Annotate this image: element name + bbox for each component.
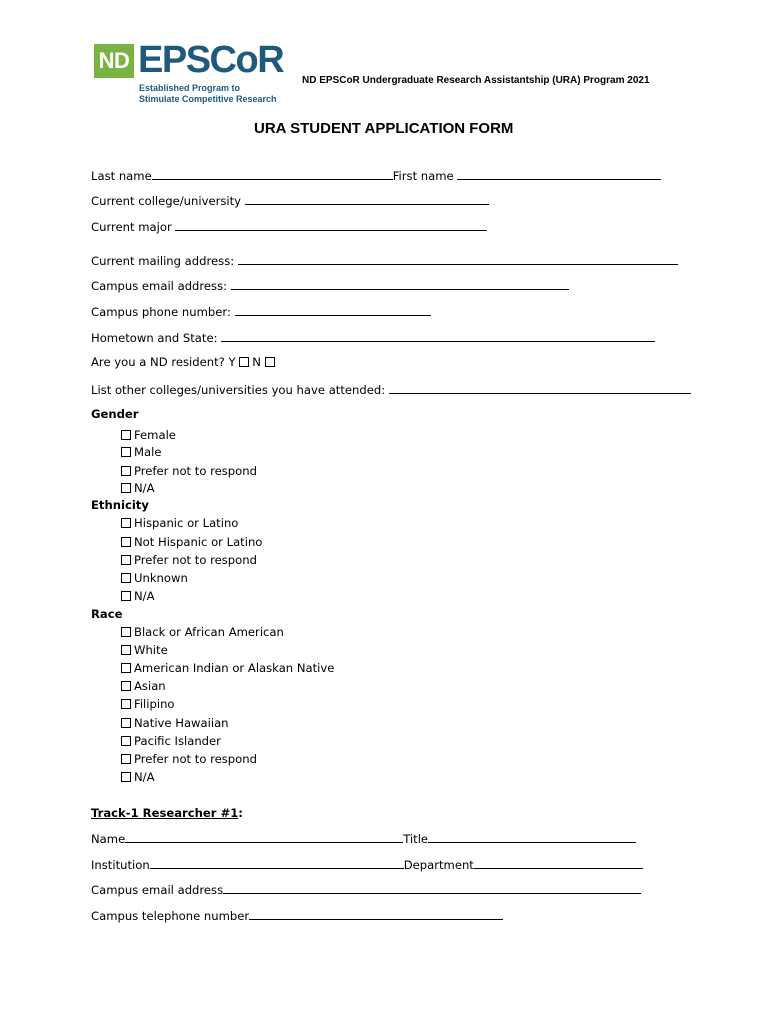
checkbox[interactable] [121,645,131,655]
checkbox[interactable] [121,537,131,547]
checkbox[interactable] [121,447,131,457]
race-option[interactable]: American Indian or Alaskan Native [121,661,334,676]
other-colleges-input[interactable] [389,381,691,394]
race-heading: Race [91,607,123,621]
checkbox[interactable] [121,772,131,782]
email-row [91,277,569,294]
first-name-input[interactable] [457,167,661,180]
checkbox[interactable] [121,555,131,565]
mailing-input[interactable] [238,252,678,265]
mailing-label: Current mailing address: [91,254,235,268]
first-name-label: First name [392,169,454,183]
race-option[interactable]: Filipino [121,697,175,712]
checkbox[interactable] [121,430,131,440]
logo-tagline-1: Established Program to [139,83,241,93]
race-option[interactable]: White [121,643,168,658]
researcher-heading-row [91,802,243,821]
ethnicity-option[interactable]: Not Hispanic or Latino [121,535,262,550]
other-colleges-label: List other colleges/universities you have attended: [91,383,386,397]
researcher-name-input[interactable] [125,830,403,843]
checkbox[interactable] [121,518,131,528]
hometown-row [91,329,655,346]
researcher-title-input[interactable] [428,830,636,843]
researcher-email-row [91,881,641,898]
major-row [91,218,487,235]
name-row [91,167,661,184]
ethnicity-option[interactable]: Hispanic or Latino [121,516,238,531]
checkbox[interactable] [121,681,131,691]
researcher-email-label: Campus email address [91,883,224,897]
ethnicity-option[interactable]: Unknown [121,571,188,586]
major-input[interactable] [175,218,487,231]
resident-row [91,355,278,370]
resident-y-label: Y [228,355,236,369]
last-name-input[interactable] [152,167,393,180]
researcher-name-row [91,830,636,847]
logo-tagline-2: Stimulate Competitive Research [139,94,277,104]
resident-label: Are you a ND resident? [91,355,225,369]
researcher-phone-label: Campus telephone number [91,909,250,923]
resident-n-label: N [252,355,261,369]
researcher-institution-label: Institution [91,858,150,872]
researcher-department-input[interactable] [474,856,643,869]
gender-option[interactable]: Male [121,445,161,460]
race-option[interactable]: Prefer not to respond [121,752,257,767]
race-option[interactable]: Asian [121,679,166,694]
checkbox[interactable] [121,591,131,601]
checkbox[interactable] [121,573,131,583]
phone-label: Campus phone number: [91,305,231,319]
logo-name: EPSCoR [138,39,284,81]
researcher-institution-input[interactable] [150,856,404,869]
hometown-label: Hometown and State: [91,331,218,345]
last-name-label: Last name [91,169,152,183]
race-option[interactable]: Black or African American [121,625,284,640]
ethnicity-option[interactable]: Prefer not to respond [121,553,257,568]
major-label: Current major [91,220,172,234]
college-input[interactable] [245,192,489,205]
researcher-phone-input[interactable] [249,907,503,920]
race-option[interactable]: Native Hawaiian [121,716,229,731]
resident-n-checkbox[interactable] [265,357,275,367]
researcher-title-label: Title [403,832,429,846]
checkbox[interactable] [121,718,131,728]
phone-row [91,303,431,320]
checkbox[interactable] [121,483,131,493]
researcher-heading-colon: : [238,806,243,820]
checkbox[interactable] [121,466,131,476]
race-option[interactable]: N/A [121,770,155,785]
gender-heading: Gender [91,407,139,421]
gender-option[interactable]: Female [121,428,176,443]
resident-y-checkbox[interactable] [239,357,249,367]
logo-badge-text: ND [98,48,130,73]
email-input[interactable] [231,277,569,290]
checkbox[interactable] [121,627,131,637]
checkbox[interactable] [121,699,131,709]
checkbox[interactable] [121,754,131,764]
researcher-name-label: Name [91,832,126,846]
race-option[interactable]: Pacific Islander [121,734,221,749]
college-label: Current college/university [91,194,242,208]
phone-input[interactable] [235,303,431,316]
ethnicity-option[interactable]: N/A [121,589,155,604]
hometown-input[interactable] [221,329,655,342]
ethnicity-heading: Ethnicity [91,498,149,512]
checkbox[interactable] [121,736,131,746]
researcher-email-input[interactable] [223,881,641,894]
email-label: Campus email address: [91,279,228,293]
researcher-institution-row [91,856,643,873]
gender-option[interactable]: Prefer not to respond [121,464,257,479]
mailing-row [91,252,678,269]
program-header: ND EPSCoR Undergraduate Research Assistantship (URA) Program 2021 [302,75,650,86]
college-row [91,192,489,209]
checkbox[interactable] [121,663,131,673]
gender-option[interactable]: N/A [121,481,155,496]
researcher-department-label: Department [403,858,474,872]
researcher-phone-row [91,907,503,924]
form-title: URA STUDENT APPLICATION FORM [254,120,514,137]
researcher-heading: Track-1 Researcher #1 [91,806,239,820]
other-colleges-row [91,381,691,398]
